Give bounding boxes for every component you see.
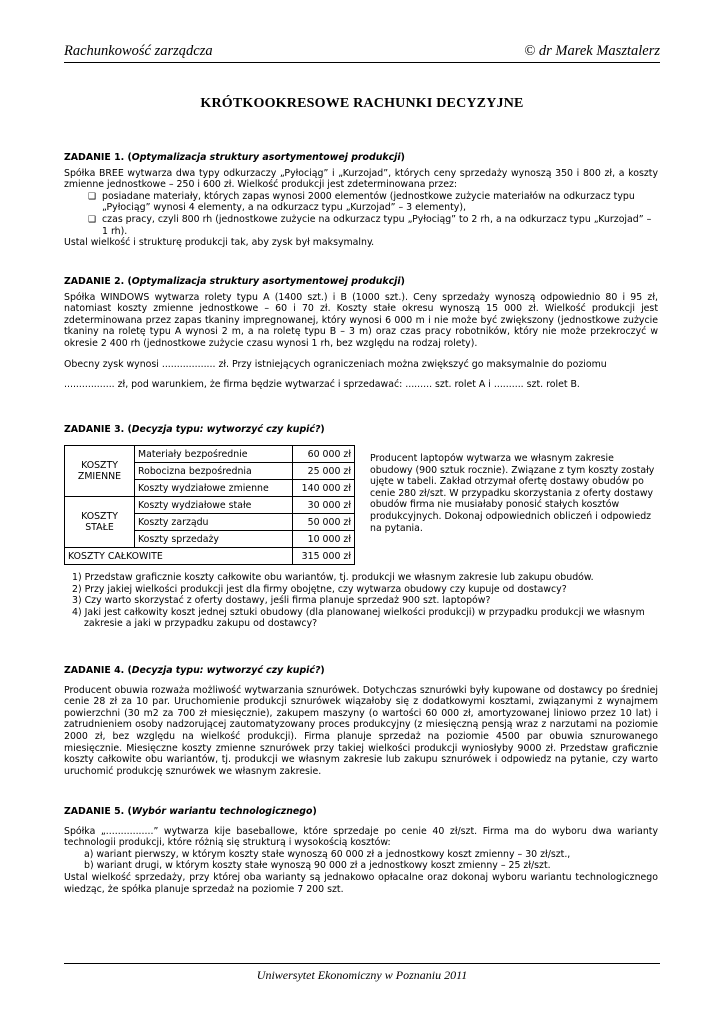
cost-value: 10 000 zł xyxy=(293,531,355,548)
question-list xyxy=(64,572,658,630)
task-1-constraints xyxy=(64,191,658,237)
cost-value: 140 000 zł xyxy=(293,480,355,497)
cost-name: Koszty sprzedaży xyxy=(135,531,293,548)
list-item: b) wariant drugi, w którym koszty stałe wynoszą 90 000 zł a jednostkowy koszt zmienny – 25 zł/szt. xyxy=(84,860,551,872)
list-item: ❑ czas pracy, czyli 800 rh (jednostkowe zużycie na odkurzacz typu „Pyłociąg” to 2 rh, a na odkurzacz typu „Kurzojad” – 1 rh). xyxy=(88,213,652,237)
task-4 xyxy=(64,665,658,777)
task-1-heading: ZADANIE 1. (Optymalizacja struktury asortymentowej produkcji) xyxy=(64,152,405,163)
cost-table xyxy=(64,445,355,565)
task-4-heading: ZADANIE 4. (Decyzja typu: wytworzyć czy kupić?) xyxy=(64,665,325,676)
task-3-questions xyxy=(64,572,658,630)
task-5-heading: ZADANIE 5. (Wybór wariantu technologicznego) xyxy=(64,806,317,817)
cost-name: Materiały bezpośrednie xyxy=(135,446,293,463)
task-4-text: Producent obuwia rozważa możliwość wytwarzania sznurówek. Dotychczas sznurówki były kupowane od dostawcy po średniej cenie 28 zł za 10 par. Uruchomienie produkcji sznurówek wiązałoby się z dodatkowymi kosztami, związanymi z wynajmem powierzchni (30 m2 za 700 zł miesięcznie), zakupem maszyny (o wartości 60 000 zł, amortyzowanej liniowo przez 10 lat) i zatrudnieniem osoby nadzorującej zautomatyzowany proces produkcyjny (z miesięczną pensją wraz z narzutami na poziomie 2000 zł, bez względu na wielkość produkcji). Firma planuje sprzedaż na poziomie 4500 par obuwia sznurowanego miesięcznie. Miesięczne koszty zmienne sznurówek przy takiej wielkości produkcji wyniosłyby 9000 zł. Przedstaw graficznie koszty całkowite obu wariantów, tj. produkcji we własnym zakresie lub zakupu sznurówek i odpowiedz na pytanie, czy warto uruchomić produkcję sznurówek we własnym zakresie. xyxy=(64,684,658,777)
task-5-intro: Spółka „................” wytwarza kije baseballowe, które sprzedaje po cenie 40 zł/szt. Firma ma do wyboru dwa warianty technologii produkcji, które różnią się strukturą i wysokością kosztów: xyxy=(64,825,658,849)
task-5-outro: Ustal wielkość sprzedaży, przy której oba warianty są jednakowo opłacalne oraz dokonaj wyboru wariantu technologicznego wiedząc, że spółka planuje sprzedaż na poziomie 7 200 szt. xyxy=(64,871,658,895)
cost-name: Koszty wydziałowe zmienne xyxy=(135,480,293,497)
list-item: a) wariant pierwszy, w którym koszty stałe wynoszą 60 000 zł a jednostkowy koszt zmienny – 30 zł/szt., xyxy=(84,848,571,860)
task-3-heading: ZADANIE 3. (Decyzja typu: wytworzyć czy kupić?) xyxy=(64,424,325,435)
list-item: 4) Jaki jest całkowity koszt jednej sztuki obudowy (dla planowanej wielkości produkcji) w przypadku produkcji we własnym zakresie a jaki w przypadku zakupu od dostawcy? xyxy=(72,606,645,630)
total-costs-value: 315 000 zł xyxy=(293,548,355,565)
total-costs-label: KOSZTY CAŁKOWITE xyxy=(65,548,293,565)
list-item: 2) Przy jakiej wielkości produkcji jest dla firmy obojętne, czy wytwarza obudowy czy kupuje od dostawcy? xyxy=(72,583,567,595)
variable-costs-group: KOSZTY ZMIENNE xyxy=(65,446,135,497)
list-item: 1) Przedstaw graficznie koszty całkowite obu wariantów, tj. produkcji we własnym zakresie lub zakupu obudów. xyxy=(72,572,594,583)
fixed-costs-group: KOSZTY STAŁE xyxy=(65,497,135,548)
task-2-fill-line-1: Obecny zysk wynosi .................. zł. Przy istniejących ograniczeniach można zwiększyć go maksymalnie do poziomu xyxy=(64,358,607,370)
cost-value: 60 000 zł xyxy=(293,446,355,463)
task-2-heading: ZADANIE 2. (Optymalizacja struktury asortymentowej produkcji) xyxy=(64,276,405,287)
page-header xyxy=(64,42,660,63)
list-item: 3) Czy warto skorzystać z oferty dostawy, jeśli firma planuje sprzedaż 900 szt. laptopów? xyxy=(72,595,491,607)
cost-value: 25 000 zł xyxy=(293,463,355,480)
task-2 xyxy=(64,276,658,391)
task-2-fill-line-2: ................. zł, pod warunkiem, że firma będzie wytwarzać i sprzedawać: ......... szt. rolet A i .......... szt. rolet B. xyxy=(64,379,580,391)
table-row xyxy=(65,446,355,463)
task-1-intro: Spółka BREE wytwarza dwa typy odkurzaczy „Pyłociąg” i „Kurzojad”, których ceny sprzedaży wynoszą 350 i 800 zł, a koszty zmienne jednostkowe – 250 i 600 zł. Wielkość produkcji jest zdeterminowana przez: xyxy=(64,167,658,191)
task-3-description: Producent laptopów wytwarza we własnym zakresie obudowy (900 sztuk rocznie). Związane z tym koszty zostały ujęte w tabeli. Zakład otrzymał ofertę dostawy obudów po cenie 280 zł/szt. W przypadku skorzystania z oferty dostawy obudów firma nie musiałaby ponosić stałych kosztów produkcyjnych. Dokonaj odpowiednich obliczeń i odpowiedz na pytania. xyxy=(370,453,655,534)
document-title: KRÓTKOOKRESOWE RACHUNKI DECYZYJNE xyxy=(200,96,524,111)
checkbox-bullet-icon: ❑ xyxy=(88,191,97,202)
task-3 xyxy=(64,424,658,436)
cost-value: 50 000 zł xyxy=(293,514,355,531)
table-row xyxy=(65,548,355,565)
checkbox-bullet-icon: ❑ xyxy=(88,214,97,225)
page-footer: Uniwersytet Ekonomiczny w Poznaniu 2011 xyxy=(64,963,660,983)
task-1 xyxy=(64,152,658,249)
table-row xyxy=(65,497,355,514)
list-item: ❑ posiadane materiały, których zapas wynosi 2000 elementów (jednostkowe zużycie materiałów na odkurzacz typu „Pyłociąg” wynosi 4 elementy, a na odkurzacz typu „Kurzojad” – 3 elementy), xyxy=(88,190,635,214)
task-1-outro: Ustal wielkość i strukturę produkcji tak, aby zysk był maksymalny. xyxy=(64,237,375,249)
cost-name: Koszty wydziałowe stałe xyxy=(135,497,293,514)
header-course: Rachunkowość zarządcza xyxy=(64,43,213,59)
header-author: © dr Marek Masztalerz xyxy=(524,43,660,59)
cost-value: 30 000 zł xyxy=(293,497,355,514)
cost-name: Robocizna bezpośrednia xyxy=(135,463,293,480)
cost-name: Koszty zarządu xyxy=(135,514,293,531)
task-5 xyxy=(64,806,658,895)
task-2-text: Spółka WINDOWS wytwarza rolety typu A (1400 szt.) i B (1000 szt.). Ceny sprzedaży wynoszą odpowiednio 80 i 95 zł, natomiast koszty zmienne jednostkowe – 60 i 70 zł. Koszty stałe okresu wynoszą 15 000 zł. Wielkość produkcji jest zdeterminowana przez zapas tkaniny impregnowanej, który wynosi 6 000 m i nie może być zwiększony (jednostkowe zużycie tkaniny na roletę typu A wynosi 2 m, a na roletę typu B – 3 m) oraz czas pracy robotników, który nie może przekroczyć w okresie 2 400 rh (jednostkowe zużycie czasu wynosi 1 rh, bez względu na rodzaj rolety). xyxy=(64,291,658,349)
task-5-options xyxy=(64,849,658,872)
